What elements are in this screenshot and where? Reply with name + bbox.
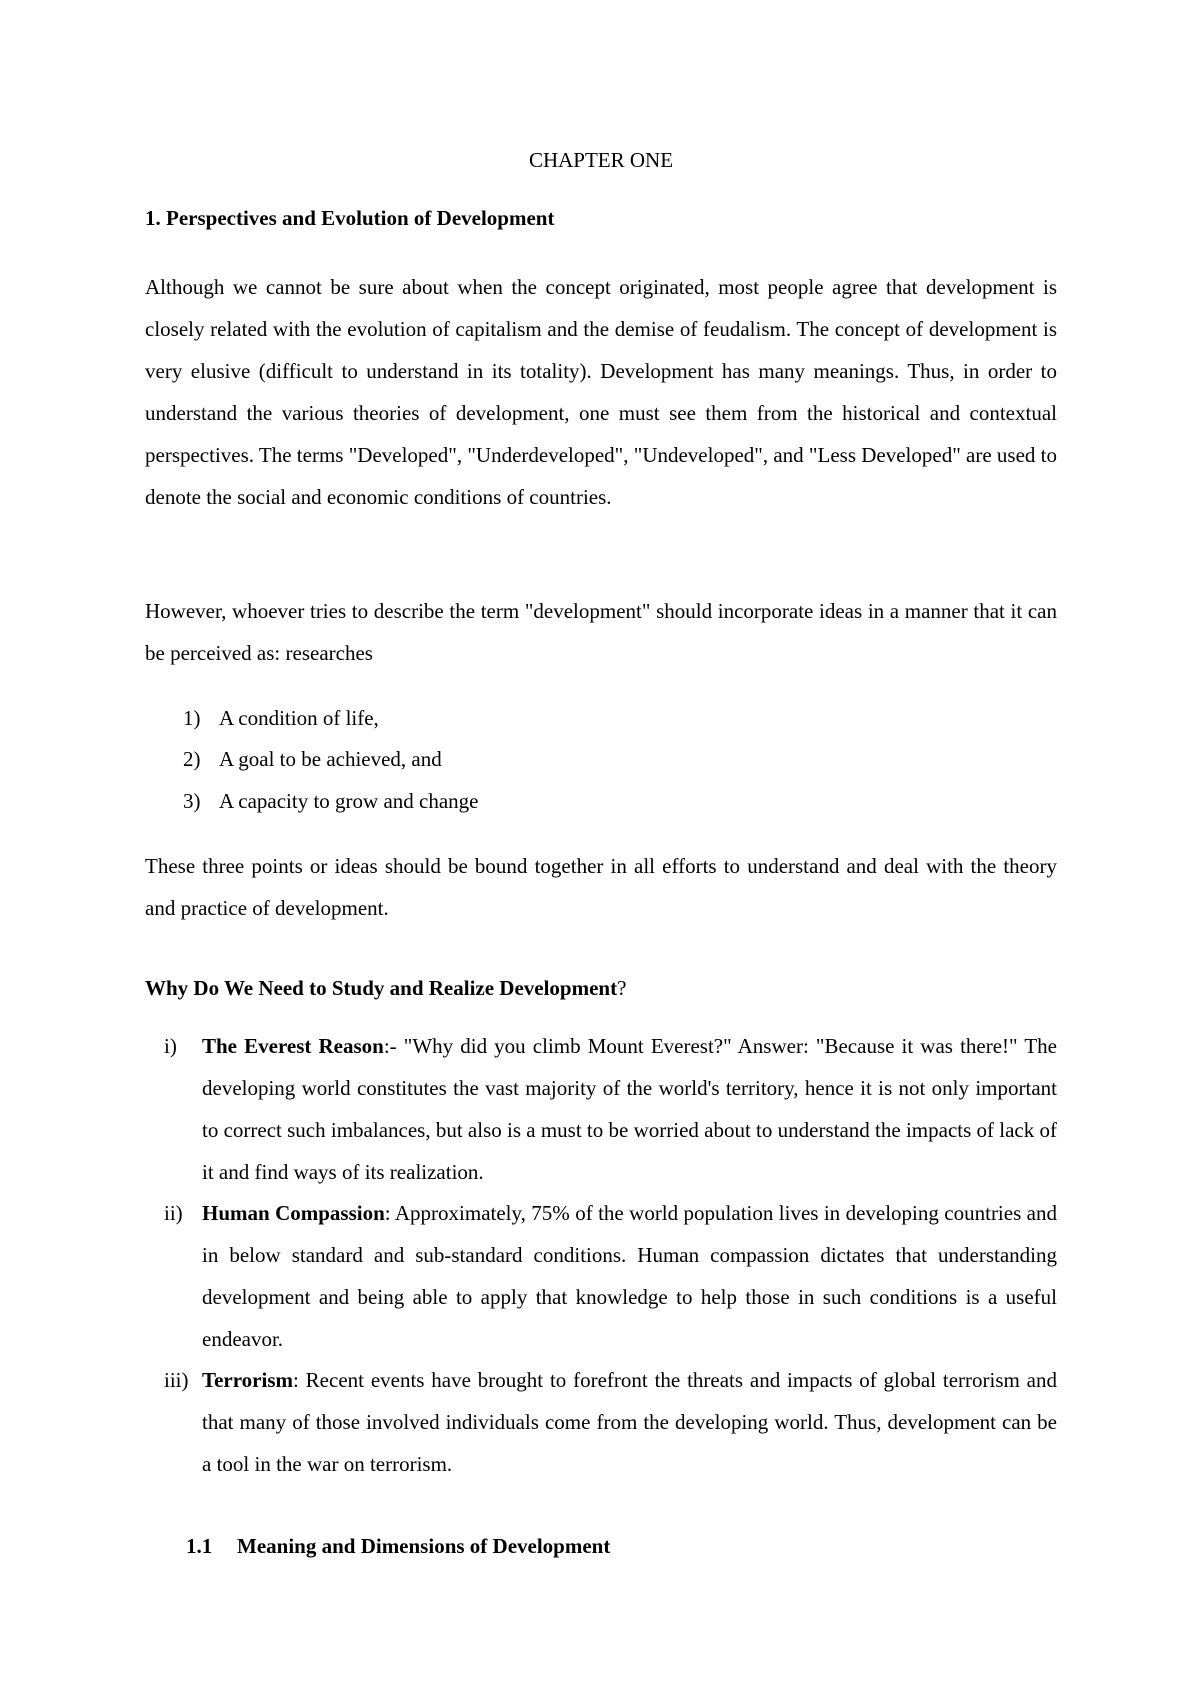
reason-body [202,1025,1057,1193]
subsection-number: 1.1 [186,1534,213,1558]
list-marker: 2) [183,747,201,771]
reason-text: Approximately, 75% of the world population lives in developing countries and in below standard and sub-standard conditions. Human compassion dictates that understanding development and being able to apply that knowledge to help those in such conditions is a useful endeavor. [202,1201,1057,1351]
reason-separator: :- [383,1034,404,1058]
reason-text: "Why did you climb Mount Everest?" Answer: "Because it was there!" The developing world constitutes the vast majority of the world's territory, hence it is not only important to correct such imbalances, but also is a must to be worried about to understand the impacts of lack of it and find ways of its realization. [202,1034,1057,1184]
reason-term: Terrorism [202,1368,293,1392]
intro-paragraph: Although we cannot be sure about when the concept originated, most people agree that development is closely related with the evolution of capitalism and the demise of feudalism. The concept of development is very elusive (difficult to understand in its totality). Development has many meanings. Thus, in order to understand the various theories of development, one must see them from the historical and contextual perspectives. The terms "Developed", "Underdeveloped", "Undeveloped", and "Less Developed" are used to denote the social and economic conditions of countries. [145,275,1057,509]
section-heading: 1. Perspectives and Evolution of Development [145,206,555,230]
why-heading-text: Why Do We Need to Study and Realize Development [145,976,618,1000]
reason-body [202,1359,1057,1485]
reason-text: Recent events have brought to forefront the threats and impacts of global terrorism and that many of those involved individuals come from the developing world. Thus, development can be a tool in the war on terrorism. [202,1368,1058,1476]
list-item-text: A condition of life, [219,706,379,730]
list-marker: 1) [183,706,201,730]
reason-term: The Everest Reason [202,1034,384,1058]
reason-term: Human Compassion [202,1201,385,1225]
reason-separator: : [384,1201,395,1225]
subsection-title: Meaning and Dimensions of Development [237,1534,611,1558]
list-item-text: A goal to be achieved, and [219,747,442,771]
however-paragraph: However, whoever tries to describe the term "development" should incorporate ideas in a manner that it can be perceived as: researches [145,599,1057,665]
list-item-text: A capacity to grow and change [219,789,479,813]
list-marker: 3) [183,789,201,813]
three-points-paragraph: These three points or ideas should be bound together in all efforts to understand and deal with the theory and practice of development. [145,854,1057,920]
why-heading-mark: ? [617,976,627,1000]
reason-marker: iii) [164,1368,189,1392]
reason-marker: i) [164,1034,177,1058]
reason-marker: ii) [164,1201,183,1225]
reason-body [202,1192,1057,1360]
why-heading [145,976,626,1000]
chapter-title: CHAPTER ONE [528,148,674,172]
reason-separator: : [292,1368,306,1392]
